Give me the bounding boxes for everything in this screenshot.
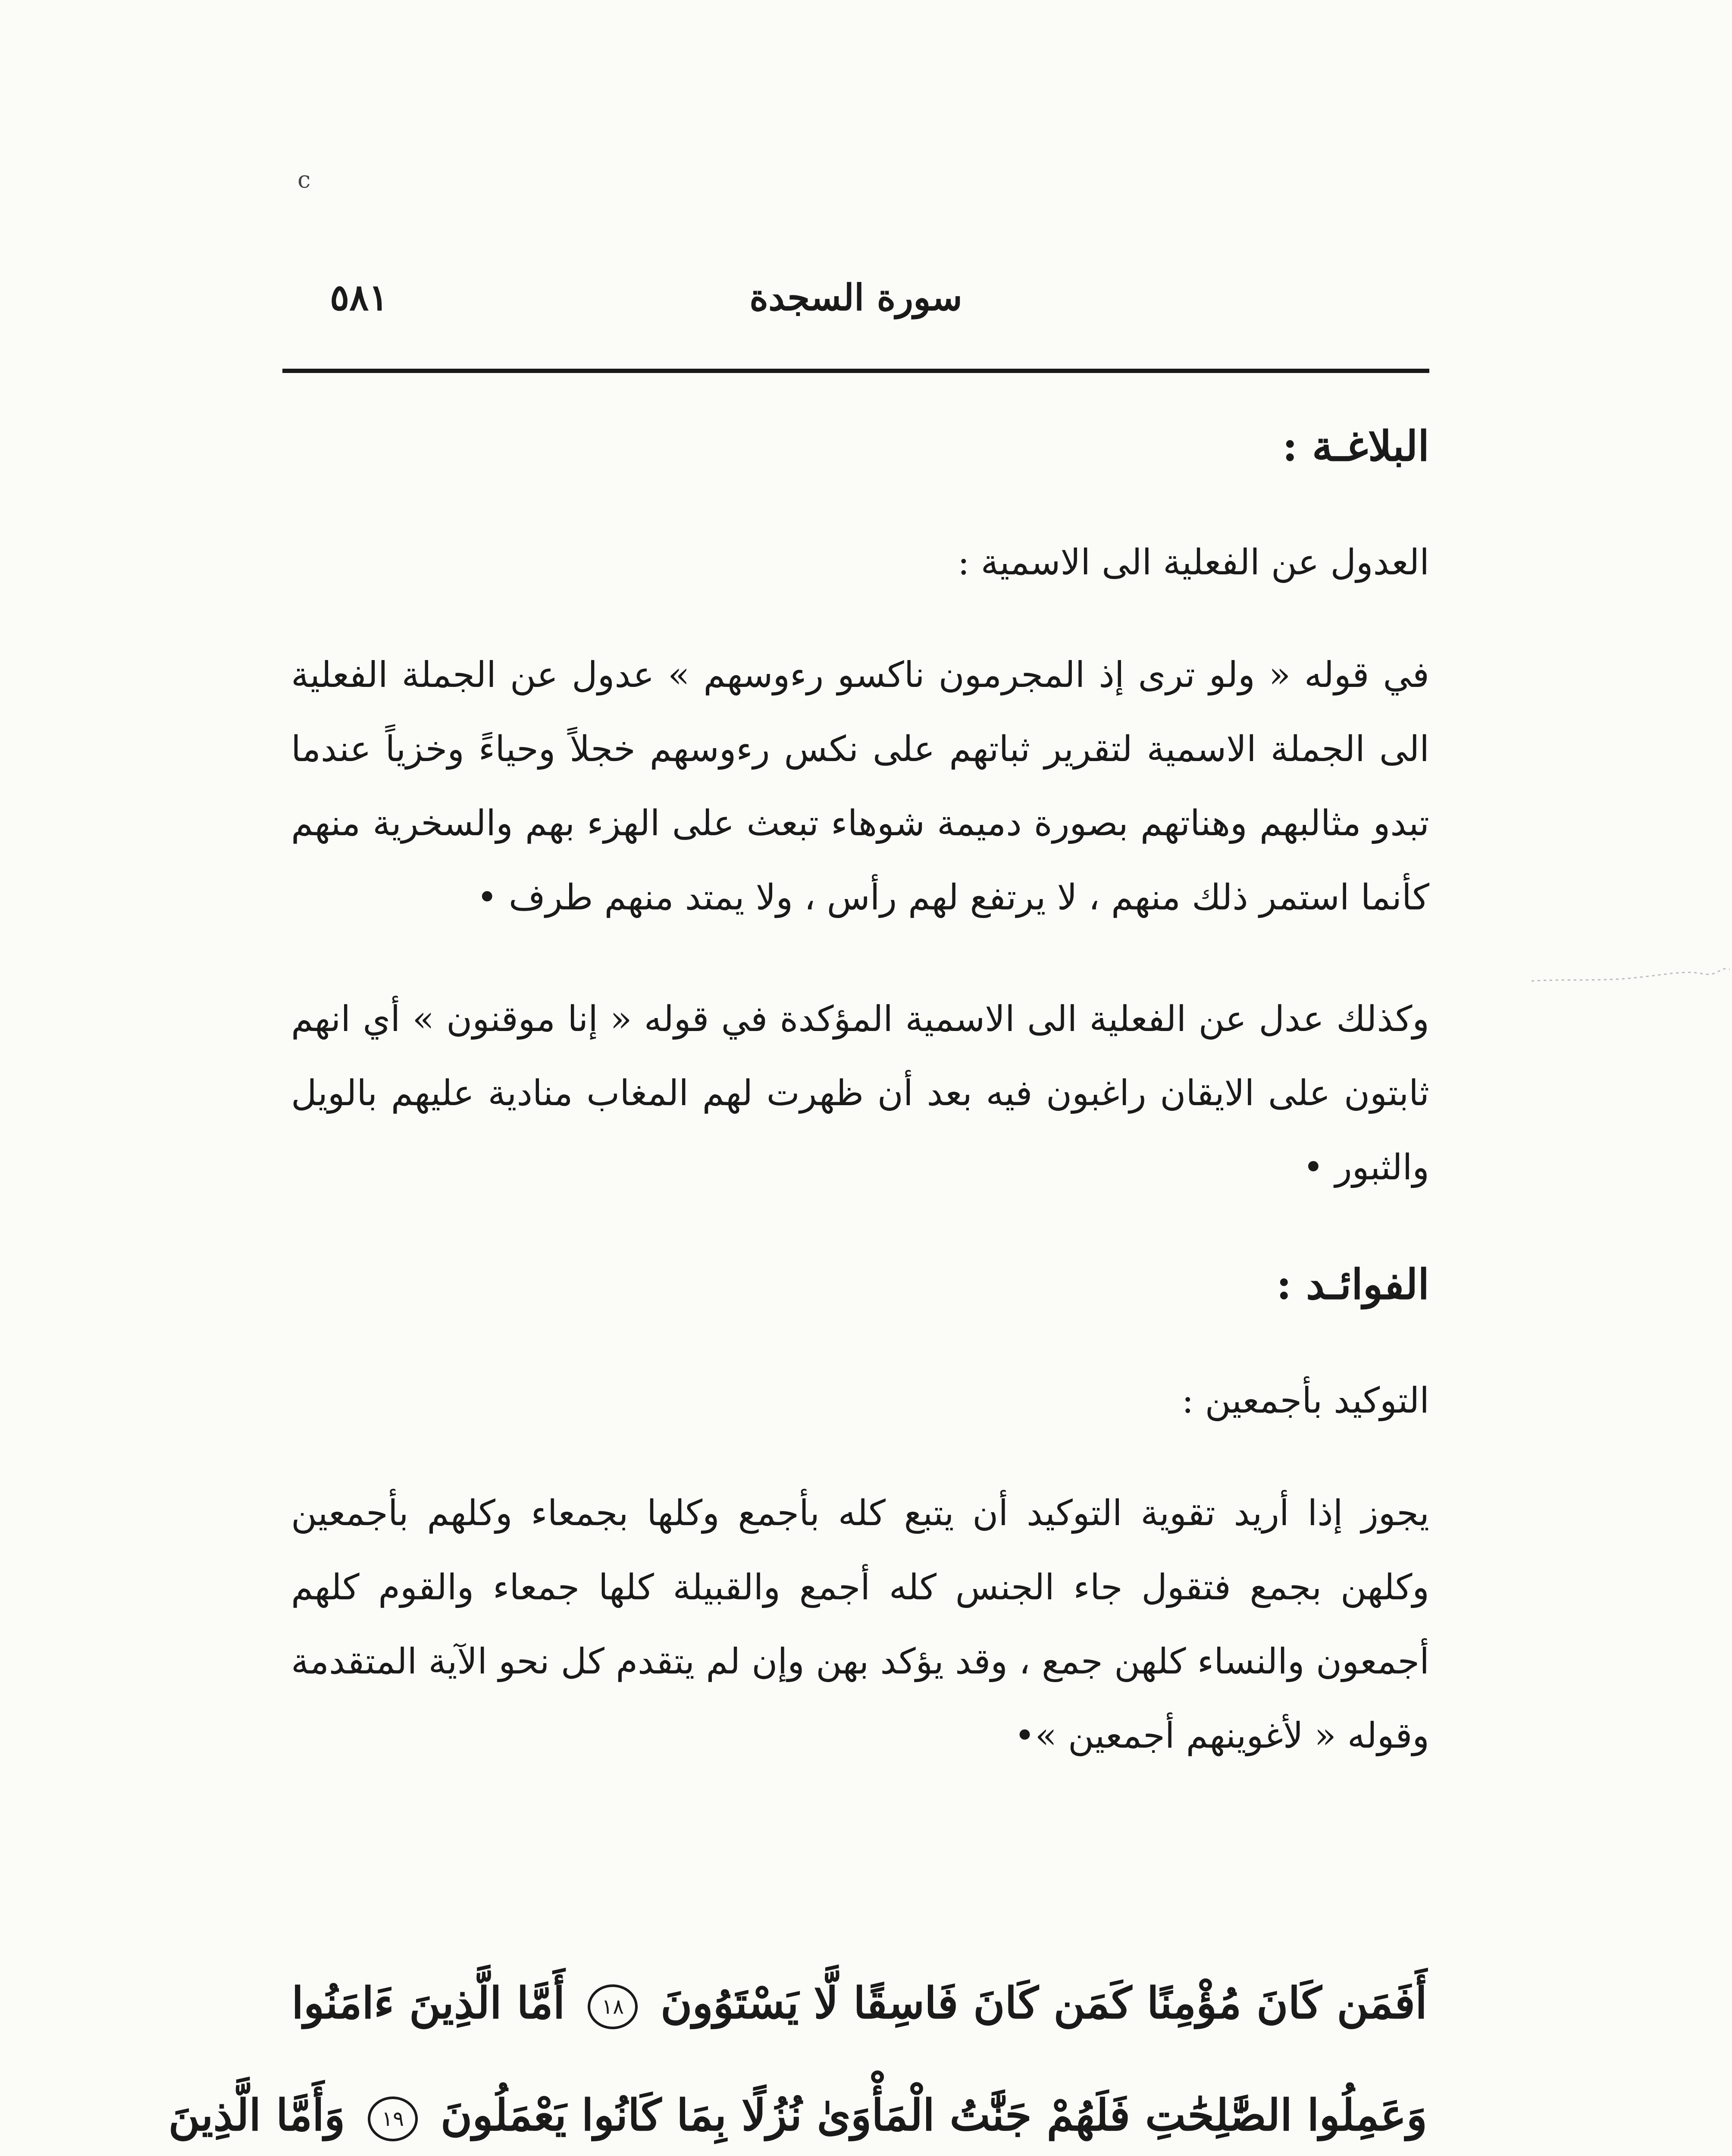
fawaid-paragraph-1: يجوز إذا أريد تقوية التوكيد أن يتبع كله بأجمع وكلها بجمعاء وكلهم بأجمعين وكلهن بجمع فتقول جاء الجنس كله أجمع والقبيلة كلها جمعاء والقوم كلهم أجمعون والنساء كلهن جمع ، وقد يؤكد بهن وإن لم يتقدم كل نحو الآية المتقدمة وقوله « لأغوينهم أجمعين »• <box>291 1493 1430 1756</box>
page-header <box>282 276 1429 323</box>
verse-line-2 <box>168 2059 1427 2156</box>
balagha-paragraph-1: في قوله « ولو ترى إذ المجرمون ناكسو رءوسهم » عدول عن الجملة الفعلية الى الجملة الاسمية لتقرير ثباتهم على نكس رءوسهم خجلاً وحياءً وخزياً عندما تبدو مثالبهم وهناتهم بصورة دميمة شوهاء تبعث على الهزء بهم والسخرية منهم كأنما استمر ذلك منهم ، لا يرتفع لهم رأس ، ولا يمتد منهم طرف • <box>291 655 1429 918</box>
header-rule <box>282 369 1429 373</box>
verse-text: أَفَمَن كَانَ مُؤْمِنًا كَمَن كَانَ فَاسِقًا لَّا يَسْتَوُونَ <box>661 1977 1427 2028</box>
verse-text: وَعَمِلُوا الصَّٰلِحَٰتِ فَلَهُمْ جَنَّٰتُ الْمَأْوَىٰ نُزُلًا بِمَا كَانُوا يَعْمَلُونَ <box>440 2090 1427 2140</box>
verse-text: وَأَمَّا الَّذِينَ <box>168 2090 345 2140</box>
fawaid-heading: الفوائـد : <box>1276 1260 1429 1309</box>
verse-number-marker: ١٨ <box>588 1984 638 2029</box>
balagha-subheading: العدول عن الفعلية الى الاسمية : <box>958 542 1429 583</box>
verse-text: أَمَّا الَّذِينَ ءَامَنُوا <box>291 1977 565 2028</box>
page-number: ٥٨١ <box>330 276 388 319</box>
margin-squiggle <box>1529 962 1732 987</box>
balagha-paragraph-2: وكذلك عدل عن الفعلية الى الاسمية المؤكدة في قوله « إنا موقنون » أي انهم ثابتون على الايقان راغبون فيه بعد أن ظهرت لهم المغاب منادية عليهم بالويل والثبور • <box>291 999 1429 1188</box>
surah-title: سورة السجدة <box>749 276 962 319</box>
body-text <box>291 414 1429 1821</box>
quran-verses <box>168 1947 1427 2156</box>
fawaid-subheading: التوكيد بأجمعين : <box>1181 1380 1429 1421</box>
balagha-heading: البلاغـة : <box>1282 422 1429 470</box>
stray-mark: c <box>298 166 311 193</box>
verse-line-1 <box>291 1947 1427 2059</box>
verse-number-marker: ١٩ <box>368 2096 418 2141</box>
